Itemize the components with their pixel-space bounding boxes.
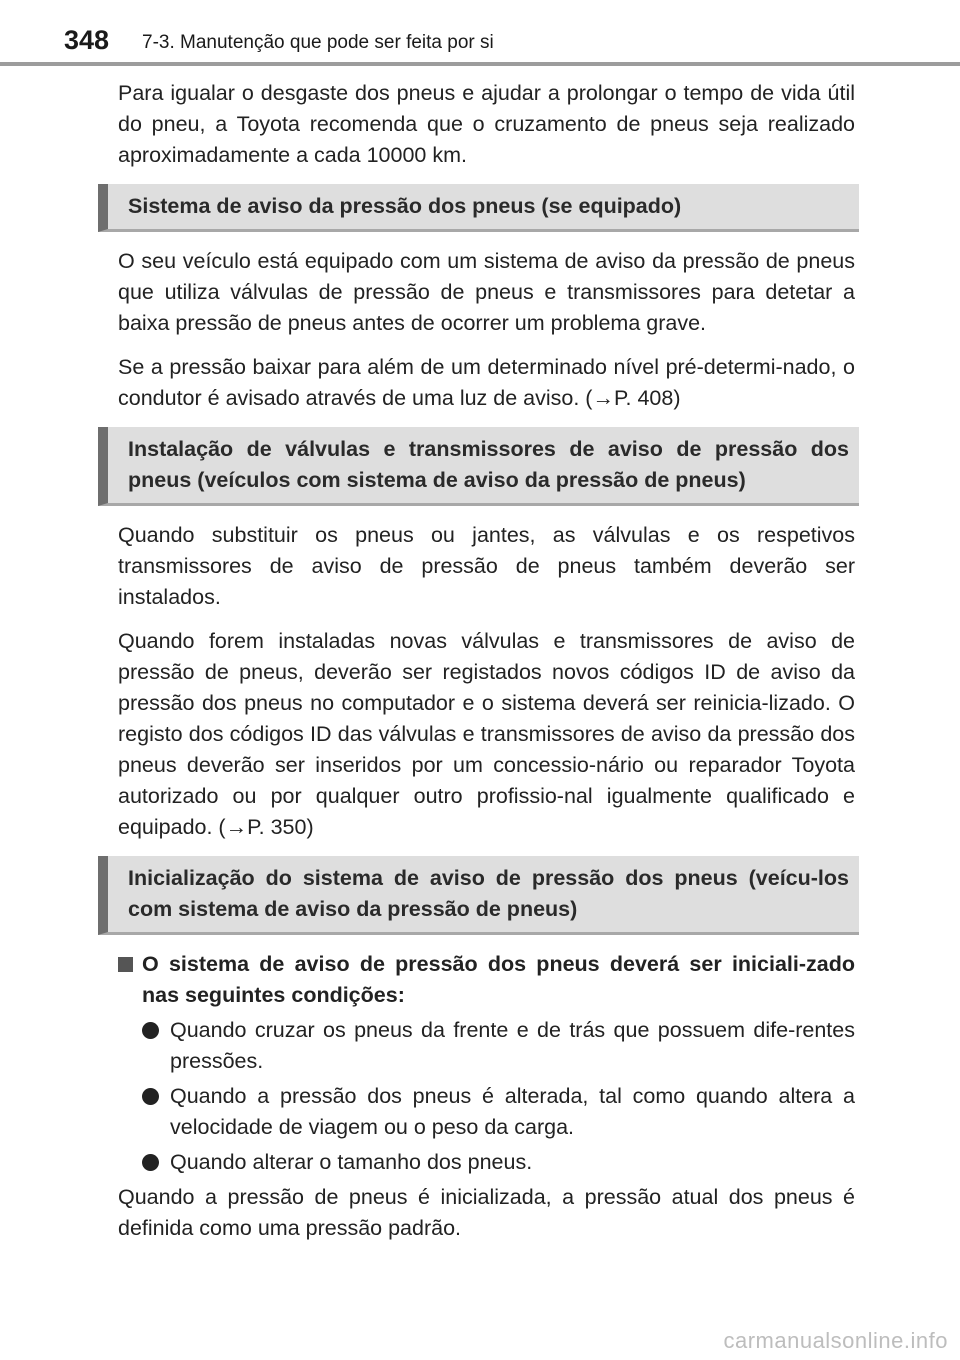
section-heading-tire-pressure-warning-system: Sistema de aviso da pressão dos pneus (se equipado) <box>98 184 859 232</box>
page-number: 348 <box>64 25 110 55</box>
list-item-text: Quando cruzar os pneus da frente e de trás que possuem dife-rentes pressões. <box>170 1018 855 1073</box>
round-bullet-icon <box>142 1154 159 1171</box>
page-header <box>0 0 960 62</box>
section-heading-system-initialization: Inicialização do sistema de aviso de pressão dos pneus (veícu-los com sistema de aviso da pressão de pneus) <box>98 856 859 935</box>
list-item <box>142 1015 855 1077</box>
subheading-text: O sistema de aviso de pressão dos pneus deverá ser iniciali-zado nas seguintes condições: <box>142 952 855 1007</box>
watermark-text: carmanualsonline.info <box>723 1328 948 1353</box>
list-item <box>142 1081 855 1143</box>
round-bullet-icon <box>142 1022 159 1039</box>
section-2-paragraph-2: Quando forem instaladas novas válvulas e transmissores de aviso de pressão de pneus, deverão ser registados novos códigos ID de aviso da pressão dos pneus no computador e o sistema deverá ser reinicia-lizado. O registo dos códigos ID das válvulas e transmissores de aviso da pressão dos pneus deverão ser inseridos por um concessio-nário ou reparador Toyota autorizado ou por qualquer outro profissio-nal igualmente qualificado e equipado. (→P. 350) <box>118 629 855 839</box>
list-item-text: Quando alterar o tamanho dos pneus. <box>170 1150 533 1174</box>
section-1-paragraph-2: Se a pressão baixar para além de um determinado nível pré-determi-nado, o condutor é avisado através de uma luz de aviso. (→P. 408) <box>118 355 855 410</box>
list-item-text: Quando a pressão dos pneus é alterada, tal como quando altera a velocidade de viagem ou o peso da carga. <box>170 1084 855 1139</box>
section-heading-valve-transmitter-installation: Instalação de válvulas e transmissores de aviso de pressão dos pneus (veículos com sistema de aviso da pressão de pneus) <box>98 427 859 506</box>
page-content <box>118 78 855 1257</box>
initialization-conditions-subheading <box>118 949 855 1011</box>
section-2-paragraph-1: Quando substituir os pneus ou jantes, as válvulas e os respetivos transmissores de aviso de pressão de pneus também deverão ser instalados. <box>118 523 855 609</box>
square-bullet-icon <box>118 957 133 972</box>
list-item <box>142 1147 855 1178</box>
round-bullet-icon <box>142 1088 159 1105</box>
header-divider <box>0 62 960 66</box>
initialization-closing-paragraph: Quando a pressão de pneus é inicializada, a pressão atual dos pneus é definida como uma pressão padrão. <box>118 1185 855 1240</box>
section-1-paragraph-1: O seu veículo está equipado com um sistema de aviso da pressão de pneus que utiliza válvulas de pressão de pneus e transmissores para detetar a baixa pressão de pneus antes de ocorrer um problema grave. <box>118 249 855 335</box>
intro-paragraph: Para igualar o desgaste dos pneus e ajudar a prolongar o tempo de vida útil do pneu, a Toyota recomenda que o cruzamento de pneus seja realizado aproximadamente a cada 10000 km. <box>118 81 855 167</box>
chapter-title: 7-3. Manutenção que pode ser feita por si <box>142 32 494 53</box>
